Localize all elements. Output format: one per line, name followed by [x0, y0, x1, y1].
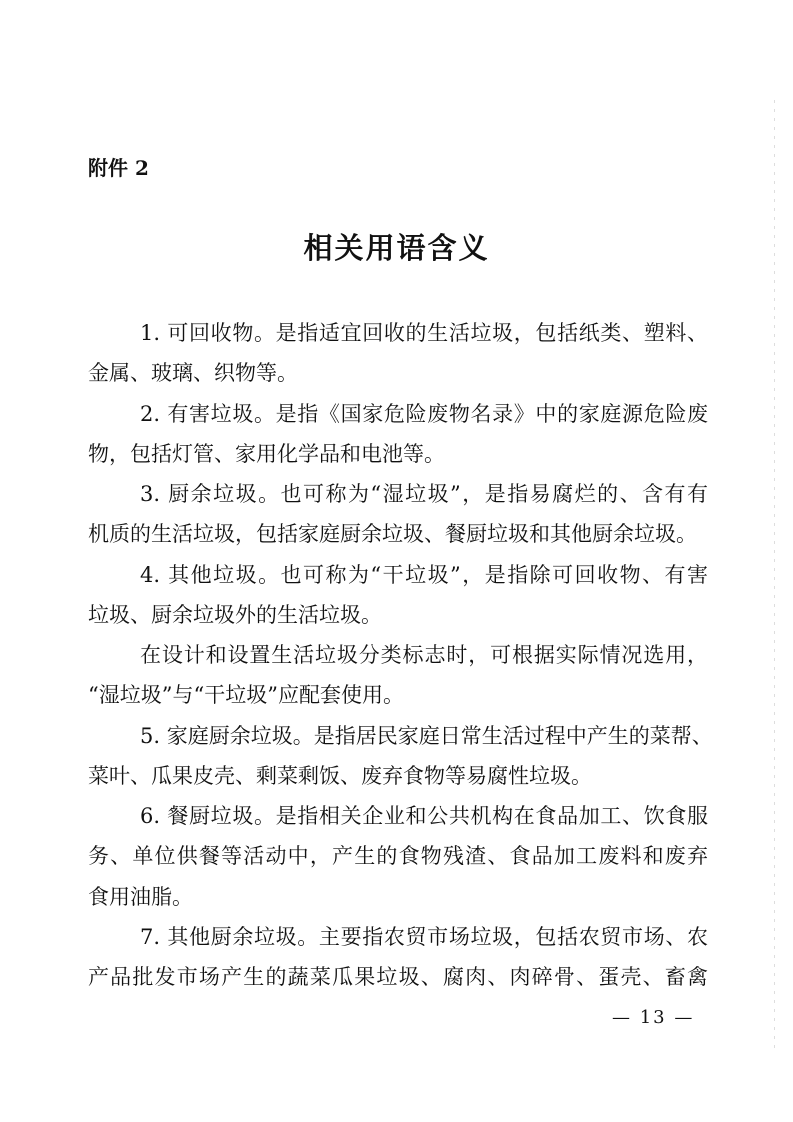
- paragraph-line: 金属、玻璃、织物等。: [88, 361, 298, 386]
- page-number: — 13 —: [612, 1007, 695, 1028]
- paragraph-line: 6. 餐厨垃圾。是指相关企业和公共机构在食品加工、饮食服: [140, 804, 708, 828]
- paragraph-line: 3. 厨余垃圾。也可称为“湿垃圾”，是指易腐烂的、含有有: [140, 482, 708, 506]
- paragraph-line: 5. 家庭厨余垃圾。是指居民家庭日常生活过程中产生的菜帮、: [140, 723, 713, 748]
- paragraph: [88, 313, 708, 394]
- document-body: [88, 313, 713, 997]
- paragraph-line: 1. 可回收物。是指适宜回收的生活垃圾，包括纸类、塑料、: [140, 321, 708, 345]
- attachment-label: 附件 2: [88, 156, 149, 180]
- paragraph-line: 垃圾、厨余垃圾外的生活垃圾。: [88, 602, 382, 627]
- paragraph-line: 物，包括灯管、家用化学品和电池等。: [88, 441, 445, 466]
- paragraph: [88, 796, 708, 917]
- paragraph-line: “湿垃圾”与“干垃圾”应配套使用。: [88, 683, 404, 708]
- paragraph: [88, 394, 708, 475]
- paragraph-line: 7. 其他厨余垃圾。主要指农贸市场垃圾，包括农贸市场、农: [140, 924, 708, 949]
- paragraph: [88, 555, 708, 636]
- paragraph: [88, 474, 708, 555]
- paragraph: [88, 635, 708, 716]
- paragraph-line: 机质的生活垃圾，包括家庭厨余垃圾、餐厨垃圾和其他厨余垃圾。: [88, 522, 697, 547]
- page-title: 相关用语含义: [303, 231, 490, 265]
- paragraph-line: 菜叶、瓜果皮壳、剩菜剩饭、废弃食物等易腐性垃圾。: [88, 763, 592, 788]
- paragraph-line: 产品批发市场产生的蔬菜瓜果垃圾、腐肉、肉碎骨、蛋壳、畜禽: [88, 965, 708, 989]
- paragraph-line: 2. 有害垃圾。是指《国家危险废物名录》中的家庭源危险废: [140, 401, 708, 426]
- paragraph-line: 在设计和设置生活垃圾分类标志时，可根据实际情况选用，: [140, 643, 708, 667]
- paragraph-line: 4. 其他垃圾。也可称为“干垃圾”，是指除可回收物、有害: [140, 562, 708, 587]
- paragraph: [88, 917, 708, 998]
- paragraph-line: 务、单位供餐等活动中，产生的食物残渣、食品加工废料和废弃: [88, 844, 708, 869]
- paragraph: [88, 716, 713, 797]
- paragraph-line: 食用油脂。: [88, 884, 193, 909]
